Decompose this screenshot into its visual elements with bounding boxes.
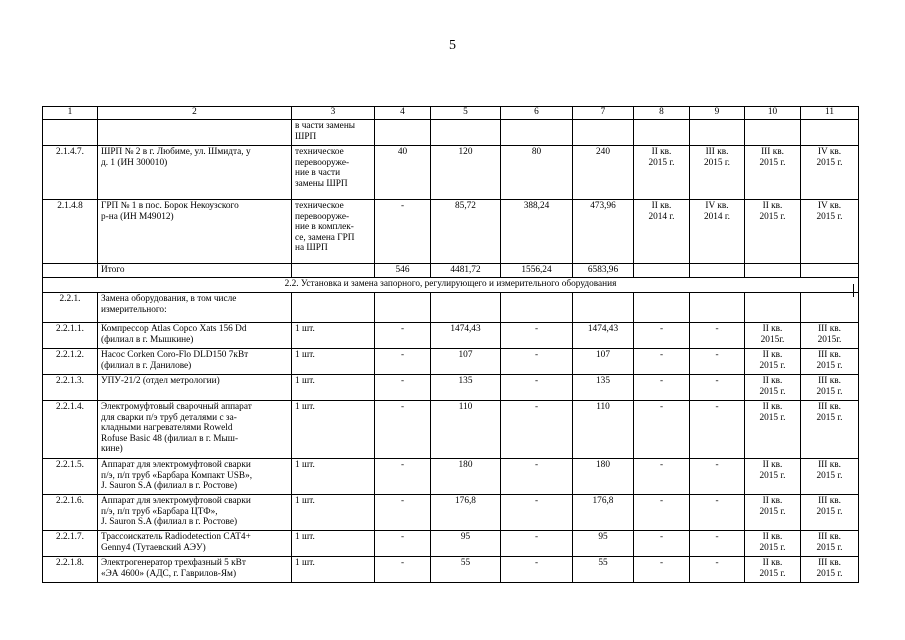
period-cell-c9: [690, 120, 745, 146]
cell-text-line: II кв.: [762, 324, 783, 334]
cell-text-line: -: [659, 532, 664, 542]
value-cell-c7: 95: [573, 531, 634, 557]
description-cell: [292, 146, 375, 200]
section-title: 2.2. Установка и замена запорного, регулирующего и измерительного оборудования: [43, 278, 859, 293]
period-cell-c10: [745, 459, 801, 495]
header-cell: 4: [375, 107, 431, 120]
page-number: 5: [449, 38, 456, 53]
period-cell-c8: [634, 293, 690, 323]
value-cell-c7: 1474,43: [573, 323, 634, 349]
cell-text-line: Электрогенератор трехфазный 5 кВт: [101, 558, 246, 568]
period-cell-c10: [745, 401, 801, 459]
cell-text-line: д. 1 (ИН 300010): [101, 157, 168, 168]
value-cell-c7: 110: [573, 401, 634, 459]
cell-text-line: 2015 г.: [816, 386, 843, 397]
value-cell-c4: 546: [375, 264, 431, 278]
value-cell-c4: -: [375, 557, 431, 583]
cell-text-line: 2015 г.: [816, 157, 843, 168]
cell-text-line: в части замены: [295, 121, 356, 131]
cell-text-line: -: [715, 350, 719, 360]
cell-text-line: Genny4 (Тутаевский АЭУ): [101, 542, 206, 553]
period-cell-c11: [801, 200, 859, 264]
table-row: [43, 349, 859, 375]
name-cell: [98, 146, 292, 200]
description-cell: [292, 557, 375, 583]
name-cell: [98, 495, 292, 531]
name-cell: [98, 375, 292, 401]
header-cell: 6: [501, 107, 573, 120]
table-row: [43, 323, 859, 349]
cell-text-line: 2015 г.: [703, 157, 730, 168]
value-cell-c7: 180: [573, 459, 634, 495]
value-cell-c6: 1556,24: [501, 264, 573, 278]
table-row: [43, 146, 859, 200]
cell-text-line: 2015 г.: [759, 506, 786, 517]
period-cell-c8: [634, 323, 690, 349]
header-cell: 7: [573, 107, 634, 120]
cell-text-line: п/э, п/п труб «Барбара ЦТФ»,: [101, 506, 218, 517]
cell-text-line: 2015 г.: [816, 412, 843, 423]
period-cell-c10: [745, 200, 801, 264]
period-cell-c10: [745, 120, 801, 146]
cell-text-line: III кв.: [705, 147, 729, 157]
value-cell-c4: -: [375, 459, 431, 495]
cell-text-line: Компрессор Atlas Copco Xats 156 Dd: [101, 324, 247, 334]
cell-text-line: II кв.: [762, 558, 783, 568]
value-cell-c7: [573, 120, 634, 146]
cell-text-line: -: [715, 376, 719, 386]
cell-text-line: II кв.: [762, 376, 783, 386]
cell-text-line: Трассоискатель Radiodetection CAT4+: [101, 532, 251, 542]
value-cell-c5: 85,72: [431, 200, 501, 264]
cell-text-line: 1 шт.: [295, 350, 315, 360]
cell-text-line: (филиал в г. Мышкине): [101, 334, 194, 345]
cell-text-line: 2014 г.: [703, 211, 730, 222]
margin-line: [853, 284, 854, 297]
cell-text-line: II кв.: [762, 496, 783, 506]
table-row: [43, 200, 859, 264]
period-cell-c9: [690, 349, 745, 375]
cell-text-line: ШРП: [295, 131, 317, 142]
cell-text-line: перевооруже-: [295, 211, 350, 222]
table-row: [43, 459, 859, 495]
cell-text-line: -: [715, 460, 719, 470]
description-cell: [292, 120, 375, 146]
value-cell-c6: -: [501, 401, 573, 459]
cell-text-line: Rofuse Basic 48 (филиал в г. Мыш-: [101, 433, 239, 444]
cell-text-line: 2015 г.: [816, 211, 843, 222]
cell-text-line: п/э, п/п труб «Барбара Компакт USB»,: [101, 470, 253, 481]
cell-text-line: -: [715, 402, 719, 412]
period-cell-c11: [801, 120, 859, 146]
name-cell: [98, 293, 292, 323]
name-cell: [98, 531, 292, 557]
row-number-cell: 2.2.1.2.: [43, 349, 98, 375]
name-cell: [98, 120, 292, 146]
section-body: [43, 278, 859, 293]
cell-text-line: 2015 г.: [648, 157, 675, 168]
cell-text-line: -: [715, 496, 719, 506]
cell-text-line: -: [659, 460, 664, 470]
cell-text-line: -: [659, 558, 664, 568]
cell-text-line: ние в части: [295, 168, 341, 179]
cell-text-line: кладными нагревателями Roweld: [101, 423, 233, 434]
cell-text-line: 2015 г.: [759, 360, 786, 371]
value-cell-c5: 95: [431, 531, 501, 557]
header-cell: 9: [690, 107, 745, 120]
cell-text-line: для сварки п/э труб деталями с за-: [101, 412, 237, 423]
period-cell-c10: [745, 323, 801, 349]
period-cell-c9: [690, 146, 745, 200]
description-cell: [292, 293, 375, 323]
description-cell: [292, 401, 375, 459]
value-cell-c7: 6583,96: [573, 264, 634, 278]
cell-text-line: 2015 г.: [816, 360, 843, 371]
header-cell: 8: [634, 107, 690, 120]
period-cell-c11: [801, 146, 859, 200]
value-cell-c5: 4481,72: [431, 264, 501, 278]
cell-text-line: Аппарат для электромуфтовой сварки: [101, 460, 251, 470]
row-number-cell: 2.2.1.1.: [43, 323, 98, 349]
value-cell-c7: 55: [573, 557, 634, 583]
header-cell: 1: [43, 107, 98, 120]
period-cell-c11: [801, 293, 859, 323]
table-row: [43, 495, 859, 531]
period-cell-c10: [745, 264, 801, 278]
cell-text-line: II кв.: [762, 460, 783, 470]
period-cell-c10: [745, 375, 801, 401]
name-cell: [98, 264, 292, 278]
cell-text-line: -: [715, 324, 719, 334]
value-cell-c5: 110: [431, 401, 501, 459]
description-cell: [292, 200, 375, 264]
cell-text-line: III кв.: [818, 402, 841, 412]
row-number-cell: [43, 120, 98, 146]
cell-text-line: IV кв.: [817, 201, 842, 211]
header-cell: 2: [98, 107, 292, 120]
table-body-top: [43, 107, 859, 278]
name-cell: [98, 401, 292, 459]
description-cell: [292, 531, 375, 557]
cell-text-line: III кв.: [818, 496, 841, 506]
value-cell-c7: 240: [573, 146, 634, 200]
value-cell-c6: -: [501, 557, 573, 583]
cell-text-line: 2015 г.: [816, 568, 843, 579]
value-cell-c7: 135: [573, 375, 634, 401]
period-cell-c9: [690, 200, 745, 264]
period-cell-c11: [801, 531, 859, 557]
cell-text-line: 2015 г.: [816, 542, 843, 553]
cell-text-line: се, замена ГРП: [295, 232, 355, 243]
value-cell-c5: [431, 120, 501, 146]
row-number-cell: [43, 264, 98, 278]
period-cell-c8: [634, 146, 690, 200]
cell-text-line: III кв.: [818, 324, 841, 334]
period-cell-c10: [745, 146, 801, 200]
cell-text-line: 2015 г.: [759, 568, 786, 579]
cell-text-line: ГРП № 1 в пос. Борок Некоузского: [101, 201, 239, 211]
value-cell-c4: -: [375, 323, 431, 349]
value-cell-c5: 120: [431, 146, 501, 200]
cell-text-line: Аппарат для электромуфтовой сварки: [101, 496, 251, 506]
cell-text-line: замены ШРП: [295, 178, 348, 189]
period-cell-c11: [801, 349, 859, 375]
table-row: [43, 375, 859, 401]
header-row: [43, 107, 859, 120]
period-cell-c11: [801, 323, 859, 349]
value-cell-c6: 388,24: [501, 200, 573, 264]
value-cell-c7: 107: [573, 349, 634, 375]
table-row: [43, 293, 859, 323]
cell-text-line: перевооруже-: [295, 157, 350, 168]
description-cell: [292, 264, 375, 278]
period-cell-c11: [801, 557, 859, 583]
period-cell-c11: [801, 264, 859, 278]
period-cell-c9: [690, 293, 745, 323]
works-table: [42, 106, 859, 583]
value-cell-c4: [375, 120, 431, 146]
cell-text-line: 1 шт.: [295, 324, 315, 334]
value-cell-c4: -: [375, 200, 431, 264]
cell-text-line: 1 шт.: [295, 376, 315, 386]
period-cell-c9: [690, 375, 745, 401]
value-cell-c7: [573, 293, 634, 323]
cell-text-line: III кв.: [818, 350, 841, 360]
period-cell-c8: [634, 375, 690, 401]
cell-text-line: измерительного:: [101, 304, 167, 315]
cell-text-line: II кв.: [762, 402, 783, 412]
cell-text-line: 2015 г.: [759, 386, 786, 397]
row-number-cell: 2.2.1.8.: [43, 557, 98, 583]
cell-text-line: 1 шт.: [295, 496, 315, 506]
value-cell-c5: 176,8: [431, 495, 501, 531]
cell-text-line: 2015 г.: [816, 506, 843, 517]
cell-text-line: -: [659, 496, 664, 506]
value-cell-c4: -: [375, 375, 431, 401]
period-cell-c9: [690, 459, 745, 495]
name-cell: [98, 557, 292, 583]
row-number-cell: 2.2.1.3.: [43, 375, 98, 401]
cell-text-line: -: [659, 376, 664, 386]
period-cell-c9: [690, 264, 745, 278]
value-cell-c6: [501, 293, 573, 323]
section-row: [43, 278, 859, 293]
cell-text-line: IV кв.: [817, 147, 842, 157]
cell-text-line: IV кв.: [705, 201, 729, 211]
row-number-cell: 2.1.4.7.: [43, 146, 98, 200]
cell-text-line: II кв.: [651, 201, 672, 211]
period-cell-c8: [634, 531, 690, 557]
value-cell-c6: -: [501, 531, 573, 557]
cell-text-line: -: [659, 402, 664, 412]
description-cell: [292, 495, 375, 531]
period-cell-c11: [801, 459, 859, 495]
name-cell: [98, 200, 292, 264]
cell-text-line: II кв.: [651, 147, 672, 157]
cell-text-line: 1 шт.: [295, 460, 315, 470]
cell-text-line: Итого: [101, 265, 125, 275]
period-cell-c9: [690, 323, 745, 349]
cell-text-line: 2015г.: [760, 334, 785, 345]
period-cell-c9: [690, 495, 745, 531]
period-cell-c9: [690, 401, 745, 459]
name-cell: [98, 459, 292, 495]
cell-text-line: Замена оборудования, в том числе: [101, 294, 237, 304]
period-cell-c8: [634, 495, 690, 531]
cell-text-line: III кв.: [818, 460, 841, 470]
period-cell-c8: [634, 557, 690, 583]
value-cell-c6: -: [501, 495, 573, 531]
cell-text-line: 2015г.: [817, 334, 842, 345]
table-row: [43, 531, 859, 557]
cell-text-line: (филиал в г. Данилове): [101, 360, 192, 371]
value-cell-c4: -: [375, 531, 431, 557]
value-cell-c4: -: [375, 401, 431, 459]
period-cell-c8: [634, 200, 690, 264]
value-cell-c4: -: [375, 495, 431, 531]
period-cell-c8: [634, 120, 690, 146]
row-number-cell: 2.1.4.8: [43, 200, 98, 264]
period-cell-c10: [745, 557, 801, 583]
period-cell-c10: [745, 531, 801, 557]
cell-text-line: 2015 г.: [759, 412, 786, 423]
value-cell-c4: [375, 293, 431, 323]
value-cell-c4: 40: [375, 146, 431, 200]
cell-text-line: J. Sauron S.A (филиал в г. Ростове): [101, 481, 238, 492]
value-cell-c6: -: [501, 375, 573, 401]
cell-text-line: 2015 г.: [816, 470, 843, 481]
cell-text-line: на ШРП: [295, 243, 328, 254]
row-number-cell: 2.2.1.7.: [43, 531, 98, 557]
cell-text-line: II кв.: [762, 532, 783, 542]
header-cell: 3: [292, 107, 375, 120]
header-cell: 5: [431, 107, 501, 120]
cell-text-line: 1 шт.: [295, 402, 315, 412]
description-cell: [292, 349, 375, 375]
description-cell: [292, 375, 375, 401]
value-cell-c6: -: [501, 459, 573, 495]
period-cell-c9: [690, 557, 745, 583]
table-body-bottom: [43, 293, 859, 583]
cell-text-line: -: [715, 532, 719, 542]
value-cell-c7: 176,8: [573, 495, 634, 531]
description-cell: [292, 323, 375, 349]
period-cell-c11: [801, 375, 859, 401]
cell-text-line: 2015 г.: [759, 157, 786, 168]
cell-text-line: III кв.: [818, 376, 841, 386]
value-cell-c5: 135: [431, 375, 501, 401]
cell-text-line: -: [659, 350, 664, 360]
cell-text-line: III кв.: [761, 147, 784, 157]
cell-text-line: -: [659, 324, 664, 334]
cell-text-line: II кв.: [762, 201, 783, 211]
period-cell-c8: [634, 349, 690, 375]
value-cell-c4: -: [375, 349, 431, 375]
period-cell-c8: [634, 401, 690, 459]
row-number-cell: 2.2.1.: [43, 293, 98, 323]
cell-text-line: 2015 г.: [759, 542, 786, 553]
cell-text-line: 2015 г.: [759, 470, 786, 481]
period-cell-c9: [690, 531, 745, 557]
row-number-cell: 2.2.1.5.: [43, 459, 98, 495]
period-cell-c8: [634, 264, 690, 278]
value-cell-c6: -: [501, 323, 573, 349]
cell-text-line: р-на (ИН М49012): [101, 211, 174, 222]
cell-text-line: Электромуфтовый сварочный аппарат: [101, 402, 252, 412]
period-cell-c8: [634, 459, 690, 495]
period-cell-c11: [801, 401, 859, 459]
table-row: [43, 401, 859, 459]
cell-text-line: III кв.: [818, 558, 841, 568]
value-cell-c5: [431, 293, 501, 323]
description-cell: [292, 459, 375, 495]
value-cell-c6: -: [501, 349, 573, 375]
cell-text-line: «ЭА 4600» (АДС, г. Гаврилов-Ям): [101, 568, 237, 579]
value-cell-c6: [501, 120, 573, 146]
cell-text-line: техническое: [295, 201, 344, 211]
value-cell-c5: 1474,43: [431, 323, 501, 349]
row-number-cell: 2.2.1.6.: [43, 495, 98, 531]
name-cell: [98, 349, 292, 375]
value-cell-c5: 55: [431, 557, 501, 583]
row-number-cell: 2.2.1.4.: [43, 401, 98, 459]
table-row: [43, 557, 859, 583]
value-cell-c6: 80: [501, 146, 573, 200]
value-cell-c5: 180: [431, 459, 501, 495]
cell-text-line: J. Sauron S.A (филиал в г. Ростове): [101, 517, 238, 528]
header-cell: 11: [801, 107, 859, 120]
value-cell-c5: 107: [431, 349, 501, 375]
period-cell-c10: [745, 293, 801, 323]
period-cell-c10: [745, 349, 801, 375]
cell-text-line: техническое: [295, 147, 344, 157]
cell-text-line: ние в комплек-: [295, 222, 354, 233]
cell-text-line: кине): [101, 444, 123, 455]
cell-text-line: -: [715, 558, 719, 568]
cell-text-line: ШРП № 2 в г. Любиме, ул. Шмидта, у: [101, 147, 251, 157]
cell-text-line: II кв.: [762, 350, 783, 360]
header-cell: 10: [745, 107, 801, 120]
period-cell-c11: [801, 495, 859, 531]
table-row: [43, 120, 859, 146]
cell-text-line: III кв.: [818, 532, 841, 542]
cell-text-line: УПУ-21/2 (отдел метрологии): [101, 376, 220, 386]
period-cell-c10: [745, 495, 801, 531]
cell-text-line: Насос Corken Coro-Flo DLD150 7кВт: [101, 350, 249, 360]
cell-text-line: 2015 г.: [759, 211, 786, 222]
cell-text-line: 1 шт.: [295, 558, 315, 568]
name-cell: [98, 323, 292, 349]
value-cell-c7: 473,96: [573, 200, 634, 264]
cell-text-line: 2014 г.: [648, 211, 675, 222]
cell-text-line: 1 шт.: [295, 532, 315, 542]
table-row: [43, 264, 859, 278]
